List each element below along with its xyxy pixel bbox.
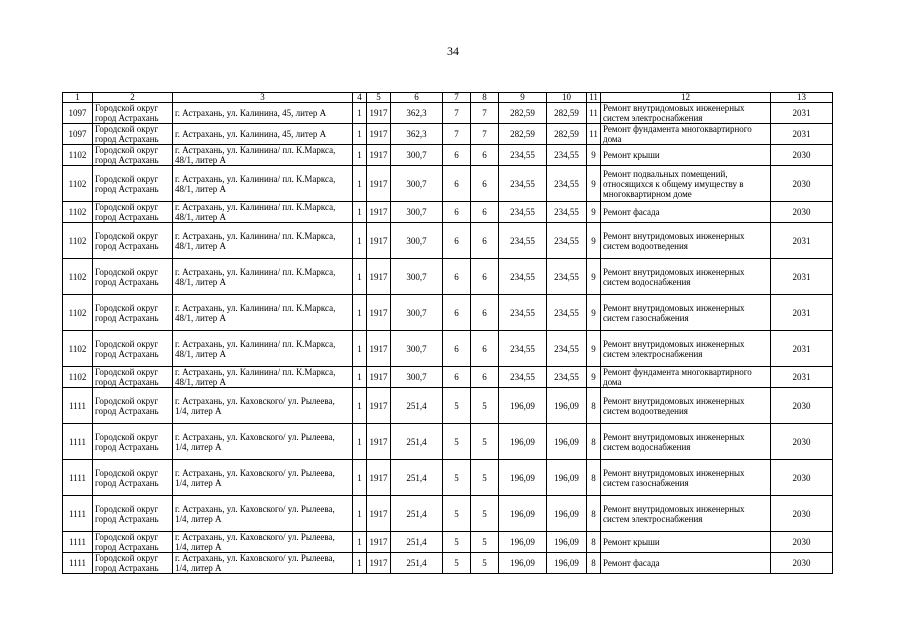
- table-cell: 1917: [367, 202, 391, 223]
- table-cell: 2031: [771, 367, 833, 388]
- table-row: [63, 202, 833, 223]
- table-cell: 300,7: [391, 145, 443, 166]
- table-cell: 2031: [771, 223, 833, 259]
- table-cell: г. Астрахань, ул. Калинина, 45, литер А: [173, 103, 353, 124]
- table-cell: 11: [587, 103, 601, 124]
- table-cell: г. Астрахань, ул. Калинина/ пл. К.Маркса, 48/1, литер А: [173, 202, 353, 223]
- table-cell: 5: [443, 532, 471, 553]
- column-header: 13: [771, 93, 833, 103]
- table-cell: Городской округ город Астрахань: [93, 553, 173, 574]
- table-cell: 1: [353, 496, 367, 532]
- table-cell: 5: [471, 460, 499, 496]
- table-cell: 1: [353, 295, 367, 331]
- table-cell: Городской округ город Астрахань: [93, 223, 173, 259]
- table-cell: 1917: [367, 460, 391, 496]
- table-cell: 6: [443, 202, 471, 223]
- table-cell: 1: [353, 460, 367, 496]
- table-cell: Ремонт фасада: [601, 202, 771, 223]
- table-cell: 1097: [63, 103, 93, 124]
- table-cell: 1917: [367, 388, 391, 424]
- table-cell: г. Астрахань, ул. Каховского/ ул. Рылеева, 1/4, литер А: [173, 532, 353, 553]
- table-cell: 196,09: [499, 424, 547, 460]
- column-header: 12: [601, 93, 771, 103]
- table-cell: Городской округ город Астрахань: [93, 460, 173, 496]
- table-cell: Ремонт внутридомовых инженерных систем электроснабжения: [601, 496, 771, 532]
- table-row: [63, 367, 833, 388]
- table-cell: Ремонт подвальных помещений, относящихся к общему имуществу в многоквартирном доме: [601, 166, 771, 202]
- table-cell: Городской округ город Астрахань: [93, 202, 173, 223]
- table-cell: 5: [471, 424, 499, 460]
- table-cell: 251,4: [391, 553, 443, 574]
- table-cell: 1111: [63, 553, 93, 574]
- table-cell: 1917: [367, 424, 391, 460]
- table-cell: 234,55: [547, 202, 587, 223]
- table-cell: 2030: [771, 532, 833, 553]
- table-cell: Ремонт внутридомовых инженерных систем водоснабжения: [601, 424, 771, 460]
- table-cell: 2030: [771, 202, 833, 223]
- table-cell: Городской округ город Астрахань: [93, 103, 173, 124]
- table-cell: 9: [587, 202, 601, 223]
- table-cell: 234,55: [499, 295, 547, 331]
- column-header: 7: [443, 93, 471, 103]
- column-header: 3: [173, 93, 353, 103]
- table-cell: 6: [443, 259, 471, 295]
- table-cell: 5: [471, 532, 499, 553]
- table-cell: Ремонт фундамента многоквартирного дома: [601, 367, 771, 388]
- table-cell: 2030: [771, 145, 833, 166]
- table-cell: 1111: [63, 460, 93, 496]
- table-cell: г. Астрахань, ул. Каховского/ ул. Рылеева, 1/4, литер А: [173, 460, 353, 496]
- table-cell: Городской округ город Астрахань: [93, 145, 173, 166]
- table-cell: 2031: [771, 124, 833, 145]
- table-cell: 6: [443, 295, 471, 331]
- table-cell: г. Астрахань, ул. Калинина/ пл. К.Маркса, 48/1, литер А: [173, 367, 353, 388]
- table-cell: 282,59: [547, 124, 587, 145]
- table-cell: 8: [587, 532, 601, 553]
- table-cell: Ремонт крыши: [601, 145, 771, 166]
- table-cell: 1102: [63, 145, 93, 166]
- table-cell: 196,09: [547, 424, 587, 460]
- table-cell: 8: [587, 496, 601, 532]
- table-cell: 1111: [63, 388, 93, 424]
- table-cell: 282,59: [499, 103, 547, 124]
- table-body: [63, 103, 833, 574]
- table-cell: 6: [443, 223, 471, 259]
- table-cell: Ремонт внутридомовых инженерных систем электроснабжения: [601, 331, 771, 367]
- table-cell: Ремонт внутридомовых инженерных систем газоснабжения: [601, 460, 771, 496]
- table-cell: 5: [443, 388, 471, 424]
- table-cell: 2030: [771, 553, 833, 574]
- table-cell: 234,55: [499, 145, 547, 166]
- table-row: [63, 166, 833, 202]
- table-cell: 1: [353, 145, 367, 166]
- table-cell: Городской округ город Астрахань: [93, 331, 173, 367]
- column-header: 8: [471, 93, 499, 103]
- table-cell: 1102: [63, 259, 93, 295]
- table-cell: Ремонт внутридомовых инженерных систем водоотведения: [601, 223, 771, 259]
- table-cell: Городской округ город Астрахань: [93, 496, 173, 532]
- table-cell: 5: [443, 496, 471, 532]
- table-cell: 1102: [63, 223, 93, 259]
- table-cell: Городской округ город Астрахань: [93, 166, 173, 202]
- table-cell: 6: [471, 166, 499, 202]
- table-cell: 2030: [771, 460, 833, 496]
- table-cell: 300,7: [391, 295, 443, 331]
- table-cell: г. Астрахань, ул. Калинина/ пл. К.Маркса, 48/1, литер А: [173, 145, 353, 166]
- table-cell: 5: [471, 388, 499, 424]
- table-row: [63, 145, 833, 166]
- column-header: 6: [391, 93, 443, 103]
- table-cell: Городской округ город Астрахань: [93, 124, 173, 145]
- table-cell: 8: [587, 388, 601, 424]
- table-cell: 7: [471, 124, 499, 145]
- table-cell: 196,09: [499, 553, 547, 574]
- table-cell: г. Астрахань, ул. Каховского/ ул. Рылеева, 1/4, литер А: [173, 496, 353, 532]
- table-cell: 251,4: [391, 532, 443, 553]
- table-cell: 1917: [367, 103, 391, 124]
- table-cell: 5: [471, 496, 499, 532]
- table-cell: 1: [353, 166, 367, 202]
- table-cell: 196,09: [547, 460, 587, 496]
- table-cell: 362,3: [391, 103, 443, 124]
- table-cell: 362,3: [391, 124, 443, 145]
- table-cell: 1102: [63, 331, 93, 367]
- table-cell: 234,55: [547, 331, 587, 367]
- table-cell: г. Астрахань, ул. Калинина, 45, литер А: [173, 124, 353, 145]
- table-cell: 196,09: [499, 460, 547, 496]
- table-cell: 1: [353, 259, 367, 295]
- column-header: 2: [93, 93, 173, 103]
- table-cell: 2031: [771, 295, 833, 331]
- table-cell: г. Астрахань, ул. Каховского/ ул. Рылеева, 1/4, литер А: [173, 424, 353, 460]
- table-cell: 6: [471, 202, 499, 223]
- table-cell: 6: [471, 367, 499, 388]
- table-cell: 1: [353, 331, 367, 367]
- table-cell: Городской округ город Астрахань: [93, 367, 173, 388]
- table-cell: Ремонт внутридомовых инженерных систем электроснабжения: [601, 103, 771, 124]
- table-cell: 1917: [367, 223, 391, 259]
- table-cell: 9: [587, 166, 601, 202]
- table-cell: 251,4: [391, 496, 443, 532]
- table-cell: 1917: [367, 166, 391, 202]
- table-cell: Ремонт внутридомовых инженерных систем водоотведения: [601, 388, 771, 424]
- table-row: [63, 259, 833, 295]
- table-row: [63, 460, 833, 496]
- table-cell: 1102: [63, 295, 93, 331]
- table-cell: г. Астрахань, ул. Каховского/ ул. Рылеева, 1/4, литер А: [173, 553, 353, 574]
- table-cell: 234,55: [547, 223, 587, 259]
- table-row: [63, 295, 833, 331]
- table-cell: 1917: [367, 259, 391, 295]
- table-cell: 1097: [63, 124, 93, 145]
- table-cell: 5: [443, 424, 471, 460]
- table-cell: 234,55: [499, 166, 547, 202]
- table-cell: г. Астрахань, ул. Калинина/ пл. К.Маркса, 48/1, литер А: [173, 166, 353, 202]
- table-cell: 282,59: [499, 124, 547, 145]
- table-cell: 1: [353, 553, 367, 574]
- table-row: [63, 388, 833, 424]
- table-cell: 1102: [63, 202, 93, 223]
- table-cell: 1917: [367, 295, 391, 331]
- table-cell: 1111: [63, 496, 93, 532]
- table-cell: Городской округ город Астрахань: [93, 259, 173, 295]
- table-cell: Ремонт фундамента многоквартирного дома: [601, 124, 771, 145]
- table-cell: 234,55: [499, 202, 547, 223]
- table-cell: 234,55: [499, 331, 547, 367]
- table-cell: 1: [353, 532, 367, 553]
- table-cell: 9: [587, 331, 601, 367]
- table-cell: 6: [471, 331, 499, 367]
- table-cell: 2030: [771, 388, 833, 424]
- table-cell: 7: [443, 124, 471, 145]
- table-cell: 8: [587, 424, 601, 460]
- table-cell: 1917: [367, 331, 391, 367]
- table-cell: 234,55: [499, 223, 547, 259]
- column-header: 11: [587, 93, 601, 103]
- column-header: 1: [63, 93, 93, 103]
- table-cell: 9: [587, 259, 601, 295]
- table-cell: 6: [443, 145, 471, 166]
- table-cell: 300,7: [391, 166, 443, 202]
- table-cell: 2030: [771, 166, 833, 202]
- table-cell: 1917: [367, 553, 391, 574]
- table-cell: 1917: [367, 532, 391, 553]
- table-cell: 1: [353, 124, 367, 145]
- table-cell: 9: [587, 295, 601, 331]
- table-cell: 196,09: [547, 553, 587, 574]
- table-cell: 6: [471, 259, 499, 295]
- table-cell: 234,55: [547, 295, 587, 331]
- table-row: [63, 331, 833, 367]
- column-header: 10: [547, 93, 587, 103]
- table-cell: Ремонт внутридомовых инженерных систем газоснабжения: [601, 295, 771, 331]
- table-cell: 234,55: [547, 166, 587, 202]
- column-header: 9: [499, 93, 547, 103]
- table-cell: 1: [353, 103, 367, 124]
- table-cell: г. Астрахань, ул. Калинина/ пл. К.Маркса, 48/1, литер А: [173, 223, 353, 259]
- table-cell: 1: [353, 367, 367, 388]
- table-cell: 11: [587, 124, 601, 145]
- table-row: [63, 424, 833, 460]
- table-cell: 196,09: [547, 532, 587, 553]
- table-cell: 6: [471, 223, 499, 259]
- table-cell: 234,55: [547, 145, 587, 166]
- table-cell: 234,55: [499, 367, 547, 388]
- table-cell: 196,09: [499, 496, 547, 532]
- table-cell: 251,4: [391, 388, 443, 424]
- table-cell: 2031: [771, 259, 833, 295]
- table-cell: 1: [353, 223, 367, 259]
- table-cell: 2030: [771, 496, 833, 532]
- table-cell: 2031: [771, 331, 833, 367]
- column-header: 5: [367, 93, 391, 103]
- table-cell: Городской округ город Астрахань: [93, 295, 173, 331]
- table-cell: 251,4: [391, 424, 443, 460]
- table-cell: 196,09: [547, 496, 587, 532]
- table-cell: 1102: [63, 367, 93, 388]
- column-header: 4: [353, 93, 367, 103]
- table-cell: 1: [353, 388, 367, 424]
- table-cell: 300,7: [391, 202, 443, 223]
- table-cell: г. Астрахань, ул. Каховского/ ул. Рылеева, 1/4, литер А: [173, 388, 353, 424]
- table-cell: 251,4: [391, 460, 443, 496]
- table-cell: 300,7: [391, 223, 443, 259]
- table-row: [63, 553, 833, 574]
- table-cell: 1917: [367, 124, 391, 145]
- table-row: [63, 496, 833, 532]
- table-cell: 234,55: [499, 259, 547, 295]
- table-cell: 196,09: [499, 388, 547, 424]
- table-cell: 1111: [63, 424, 93, 460]
- capital-repair-table: [62, 92, 833, 574]
- page-number: 34: [447, 44, 459, 58]
- table-cell: 300,7: [391, 367, 443, 388]
- table-cell: 196,09: [547, 388, 587, 424]
- table-cell: 196,09: [499, 532, 547, 553]
- table-cell: 1102: [63, 166, 93, 202]
- table-cell: 1: [353, 202, 367, 223]
- table-cell: 1: [353, 424, 367, 460]
- header-row: [63, 93, 833, 103]
- table-cell: г. Астрахань, ул. Калинина/ пл. К.Маркса, 48/1, литер А: [173, 331, 353, 367]
- table-row: [63, 223, 833, 259]
- table-cell: 1917: [367, 145, 391, 166]
- table-cell: 1917: [367, 496, 391, 532]
- table-cell: 2030: [771, 424, 833, 460]
- table-cell: 6: [471, 295, 499, 331]
- table-cell: 6: [471, 145, 499, 166]
- table-cell: Ремонт внутридомовых инженерных систем водоснабжения: [601, 259, 771, 295]
- table-cell: 9: [587, 145, 601, 166]
- table-cell: г. Астрахань, ул. Калинина/ пл. К.Маркса, 48/1, литер А: [173, 259, 353, 295]
- table-cell: 282,59: [547, 103, 587, 124]
- table-row: [63, 103, 833, 124]
- table-row: [63, 124, 833, 145]
- table-cell: 6: [443, 166, 471, 202]
- table-cell: Ремонт крыши: [601, 532, 771, 553]
- table-cell: 8: [587, 460, 601, 496]
- table-cell: Ремонт фасада: [601, 553, 771, 574]
- table-cell: 1111: [63, 532, 93, 553]
- table-cell: 9: [587, 223, 601, 259]
- table-cell: г. Астрахань, ул. Калинина/ пл. К.Маркса, 48/1, литер А: [173, 295, 353, 331]
- table-row: [63, 532, 833, 553]
- table-cell: 5: [443, 553, 471, 574]
- table-cell: 1917: [367, 367, 391, 388]
- table-cell: 7: [443, 103, 471, 124]
- table-cell: 6: [443, 331, 471, 367]
- table-cell: Городской округ город Астрахань: [93, 388, 173, 424]
- table-cell: 234,55: [547, 367, 587, 388]
- table-cell: 234,55: [547, 259, 587, 295]
- table-cell: 5: [443, 460, 471, 496]
- table-cell: 7: [471, 103, 499, 124]
- table-cell: 2031: [771, 103, 833, 124]
- table-cell: Городской округ город Астрахань: [93, 424, 173, 460]
- table-cell: 8: [587, 553, 601, 574]
- table-cell: Городской округ город Астрахань: [93, 532, 173, 553]
- table-cell: 300,7: [391, 331, 443, 367]
- table-cell: 6: [443, 367, 471, 388]
- table-cell: 9: [587, 367, 601, 388]
- table-cell: 5: [471, 553, 499, 574]
- table-cell: 300,7: [391, 259, 443, 295]
